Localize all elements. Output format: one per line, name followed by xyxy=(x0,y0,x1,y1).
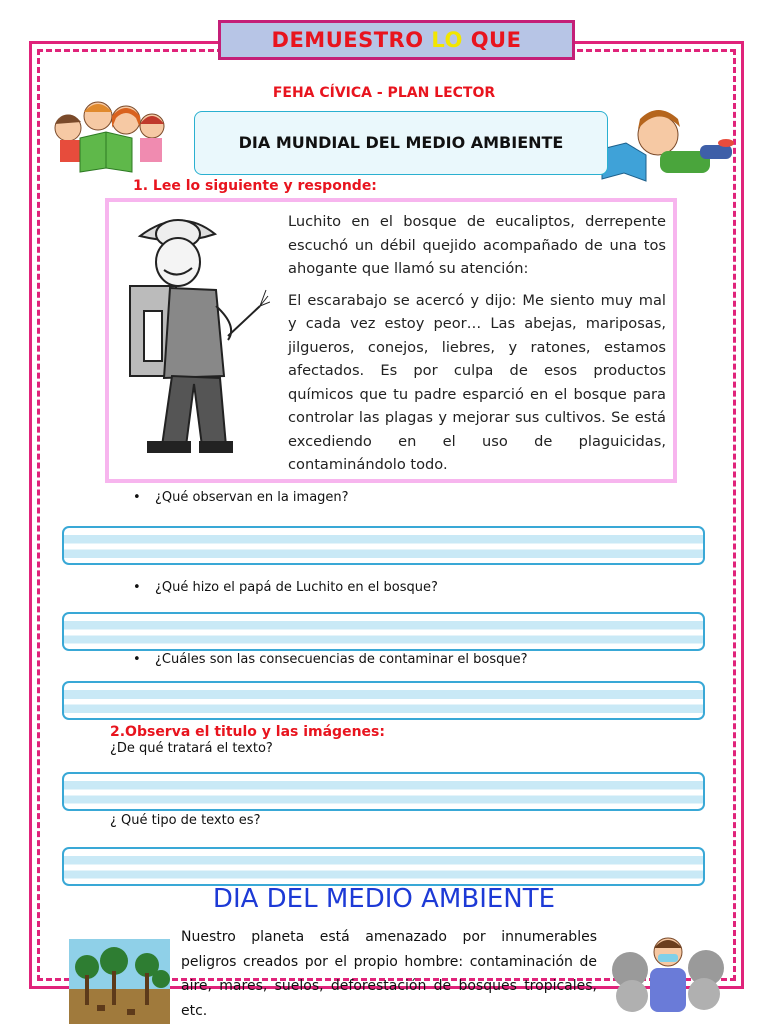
answer-field-4[interactable] xyxy=(62,772,705,811)
bullet-question-3-text: ¿Cuáles son las consecuencias de contaminar el bosque? xyxy=(155,652,528,667)
q2-prompt-2: ¿ Qué tipo de texto es? xyxy=(110,813,261,828)
subtitle: FEHA CÍVICA - PLAN LECTOR xyxy=(272,85,496,101)
answer-field-5[interactable] xyxy=(62,847,705,886)
answer-field-2[interactable] xyxy=(62,612,705,651)
kids-reading-illustration xyxy=(40,98,170,178)
body-text: Nuestro planeta está amenazado por innumerables peligros creados por el propio hombre: contaminación de aire, mares, suelos, deforestación de bosques tropicales, etc. xyxy=(181,929,597,1019)
reading-paragraph-1: Luchito en el bosque de eucaliptos, derrepente escuchó un débil quejido acompañado de una tos ahogante que llamó su atención: xyxy=(288,213,666,277)
farmer-spraying-illustration xyxy=(120,206,270,456)
question-1-heading: 1. Lee lo siguiente y responde: xyxy=(133,178,377,194)
pollution-illustration xyxy=(610,930,726,1024)
bullet-question-2-text: ¿Qué hizo el papá de Luchito en el bosque? xyxy=(155,580,438,595)
boy-reading-illustration xyxy=(600,105,740,187)
header-word-2: LO xyxy=(431,28,463,52)
answer-field-3[interactable] xyxy=(62,681,705,720)
header-word-1: DEMUESTRO xyxy=(271,28,424,52)
answer-field-1[interactable] xyxy=(62,526,705,565)
bullet-question-2: • ¿Qué hizo el papá de Luchito en el bosque? xyxy=(133,580,438,595)
bullet-question-1: • ¿Qué observan en la imagen? xyxy=(133,490,349,505)
q2-prompt-1: ¿De qué tratará el texto? xyxy=(110,741,273,756)
bullet-question-1-text: ¿Qué observan en la imagen? xyxy=(155,490,349,505)
section-title: DIA DEL MEDIO AMBIENTE xyxy=(212,884,556,914)
bullet-question-3: • ¿Cuáles son las consecuencias de contaminar el bosque? xyxy=(133,652,528,667)
question-2-heading: 2.Observa el titulo y las imágenes: xyxy=(110,724,385,740)
page-title: DIA MUNDIAL DEL MEDIO AMBIENTE xyxy=(194,111,608,175)
deforestation-image xyxy=(69,939,170,1024)
header-word-3: QUE xyxy=(470,28,522,52)
reading-paragraph-2: El escarabajo se acercó y dijo: Me siento muy mal y cada vez estoy peor… Las abejas, mariposas, jilgueros, conejos, liebres, y ratones, estamos afectados. Es por culpa de esos productos químicos que tu padre esparció en el bosque para controlar las plagas y mejorar sus cultivos. Se está excediendo en el uso de plaguicidas, contaminándolo todo. xyxy=(288,291,666,473)
header-banner xyxy=(218,20,575,60)
reading-text xyxy=(288,210,666,485)
